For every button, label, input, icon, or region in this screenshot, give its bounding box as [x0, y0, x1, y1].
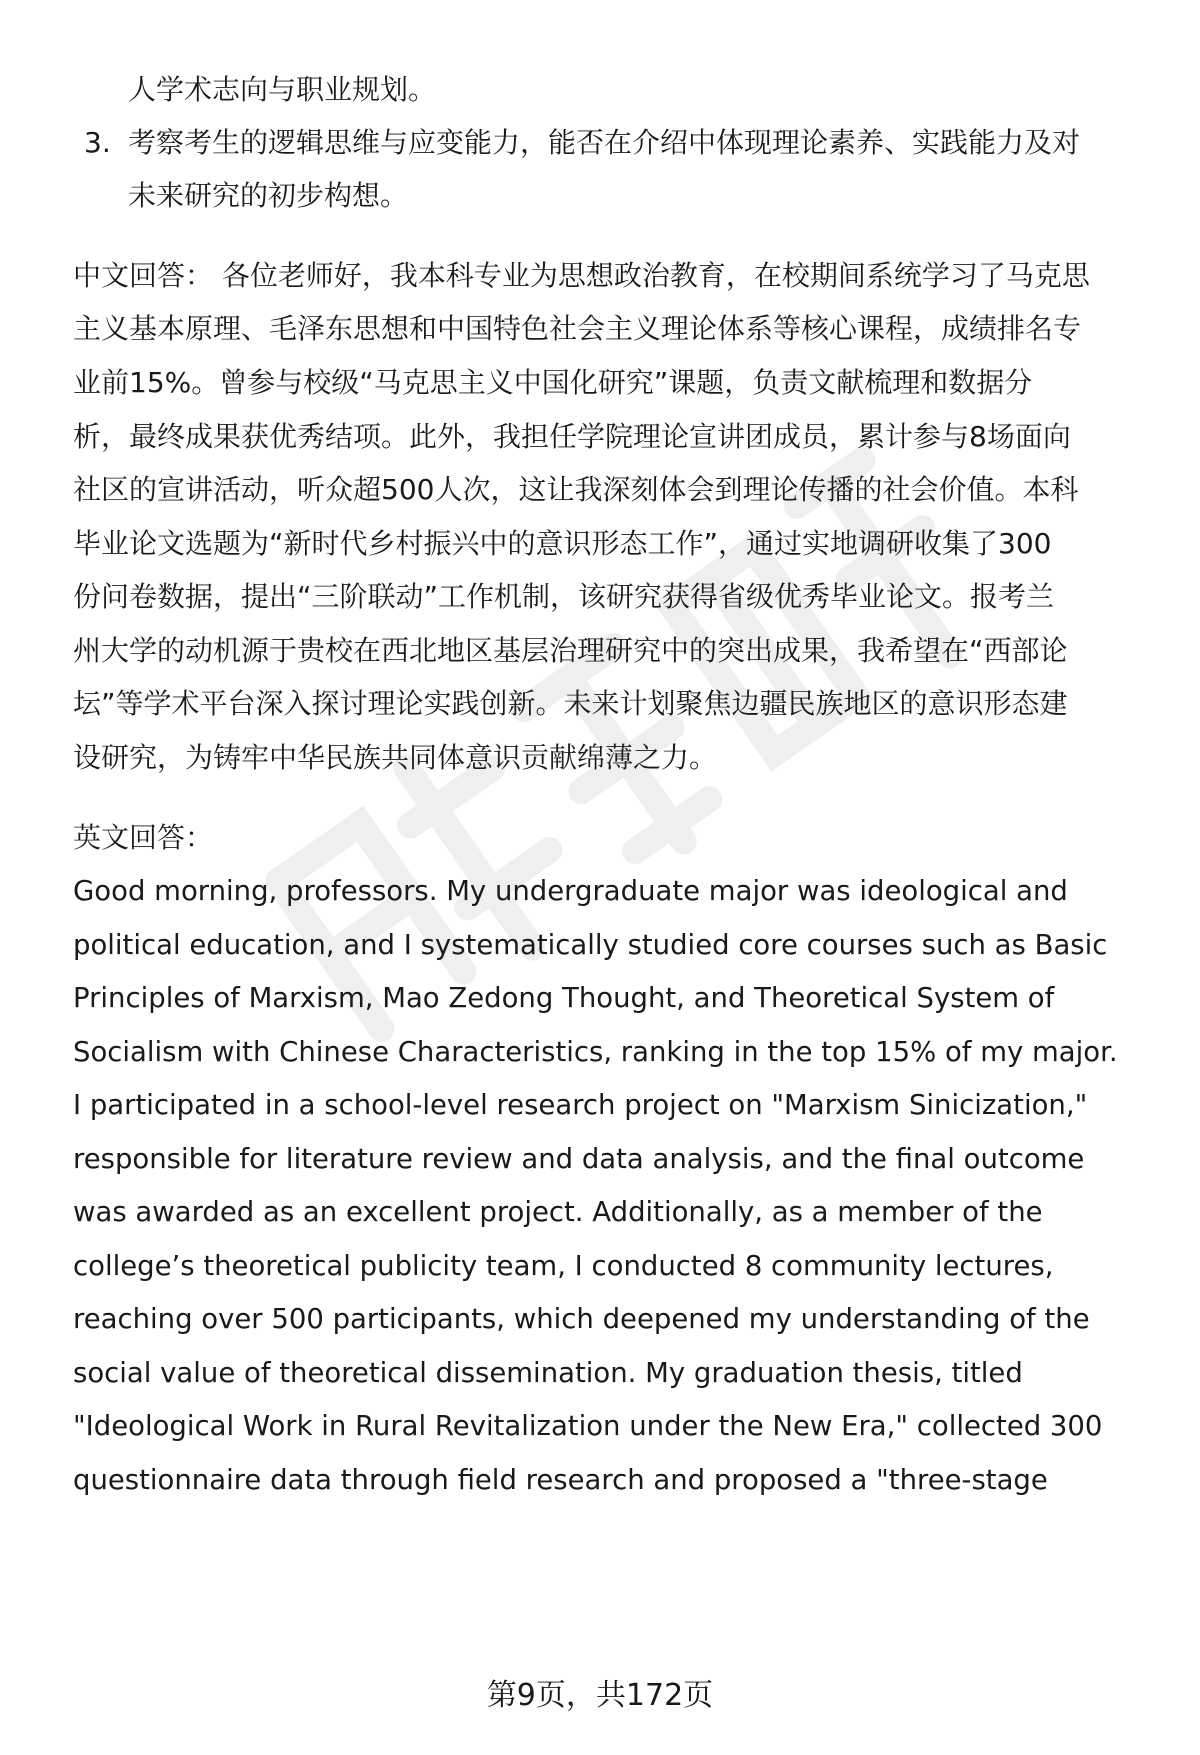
chinese-answer-line: 社区的宣讲活动，听众超500人次，这让我深刻体会到理论传播的社会价值。本科: [73, 473, 1079, 506]
english-answer-line: I participated in a school-level research project on "Marxism Sinicization,": [73, 1089, 1088, 1121]
english-answer-line: college’s theoretical publicity team, I conducted 8 community lectures,: [73, 1250, 1054, 1282]
chinese-answer-line: 州大学的动机源于贵校在西北地区基层治理研究中的突出成果，我希望在“西部论: [73, 634, 1068, 667]
chinese-answer-line: 坛”等学术平台深入探讨理论实践创新。未来计划聚焦边疆民族地区的意识形态建: [73, 687, 1068, 720]
english-answer-line: Socialism with Chinese Characteristics, ranking in the top 15% of my major.: [73, 1036, 1118, 1068]
list-item-2-continuation: 人学术志向与职业规划。: [128, 73, 437, 106]
list-item-3-line-2: 未来研究的初步构想。: [128, 179, 409, 212]
chinese-answer-line: 析，最终成果获优秀结项。此外，我担任学院理论宣讲团成员，累计参与8场面向: [73, 420, 1071, 453]
english-answer-line: Good morning, professors. My undergraduate major was ideological and: [73, 875, 1068, 907]
english-answer-heading: 英文回答：: [73, 821, 214, 854]
chinese-answer-line: 份问卷数据，提出“三阶联动”工作机制，该研究获得省级优秀毕业论文。报考兰: [73, 580, 1055, 613]
english-answer-line: political education, and I systematically studied core courses such as Basic: [73, 929, 1108, 961]
page-number-footer: 第9页，共172页: [486, 1678, 714, 1713]
chinese-answer-line: 主义基本原理、毛泽东思想和中国特色社会主义理论体系等核心课程，成绩排名专: [73, 312, 1082, 345]
english-answer-line: questionnaire data through field research and proposed a "three-stage: [73, 1464, 1048, 1496]
english-answer-line: reaching over 500 participants, which deepened my understanding of the: [73, 1303, 1090, 1335]
english-answer-line: was awarded as an excellent project. Additionally, as a member of the: [73, 1196, 1043, 1228]
english-answer-line: social value of theoretical dissemination. My graduation thesis, titled: [73, 1357, 1023, 1389]
chinese-answer-line: 毕业论文选题为“新时代乡村振兴中的意识形态工作”，通过实地调研收集了300: [73, 527, 1052, 560]
english-answer-line: responsible for literature review and data analysis, and the final outcome: [73, 1143, 1085, 1175]
chinese-answer-line: 中文回答： 各位老师好，我本科专业为思想政治教育，在校期间系统学习了马克思: [73, 259, 1090, 292]
list-item-3-number: 3.: [84, 126, 111, 159]
list-item-3-line-1: 考察考生的逻辑思维与应变能力，能否在介绍中体现理论素养、实践能力及对: [128, 126, 1081, 159]
chinese-answer-line: 业前15%。曾参与校级“马克思主义中国化研究”课题，负责文献梳理和数据分: [73, 366, 1033, 399]
chinese-answer-line: 设研究，为铸牢中华民族共同体意识贡献绵薄之力。: [73, 741, 718, 774]
english-answer-line: Principles of Marxism, Mao Zedong Thought, and Theoretical System of: [73, 982, 1055, 1014]
english-answer-line: "Ideological Work in Rural Revitalization under the New Era," collected 300: [73, 1410, 1103, 1442]
